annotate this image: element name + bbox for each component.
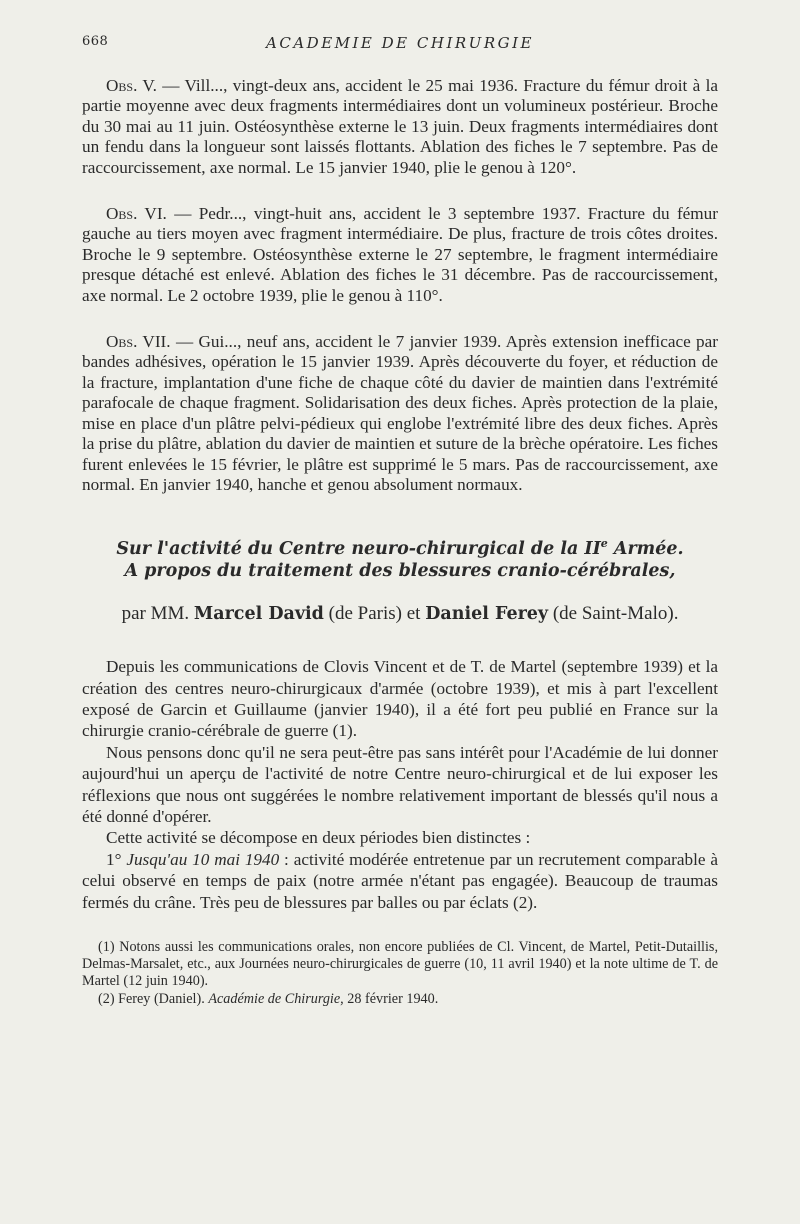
page-number: 668 [82, 34, 109, 49]
author-name-1: Marcel David [193, 604, 324, 625]
footnote-2-author: (2) Ferey (Daniel). [98, 990, 209, 1007]
observation-5 [82, 76, 718, 178]
observation-text: — Gui..., neuf ans, accident le 7 janvier 1939. Après extension inefficace par bandes adhésives, opération le 15 janvier 1939. Après découverte du foyer, et réduction de la fracture, implantation d'une fiche de chaque côté du davier de maintien dans l'extrémité parafocale de chaque fragment. Solidarisation des deux fiches. Après protection de la plaie, mise en place d'un plâtre pelvi-pédieux qui englobe l'extrémité libre des deux fiches. Après la prise du plâtre, ablation du davier de maintien et suture de la brèche opératoire. Les fiches furent enlevées le 15 février, le plâtre est supprimé le 5 mars. Pas de raccourcissement, axe normal. En janvier 1940, hanche et genou absolument normaux. [82, 332, 719, 494]
byline [82, 602, 718, 626]
footnote-2-date: , 28 février 1940. [340, 990, 439, 1007]
author-place-2: (de Saint-Malo). [548, 603, 679, 625]
observation-text: — Pedr..., vingt-huit ans, accident le 3 septembre 1937. Fracture du fémur gauche au tiers moyen avec fragment intermédiaire. De plus, fracture de trois côtes droites. Broche le 9 septembre. Ostéosynthèse externe le 27 septembre, le fragment intermédiaire presque détaché est enlevé. Ablation des fiches le 31 décembre. Pas de raccourcissement, axe normal. Le 2 octobre 1939, plie le genou à 110°. [82, 204, 718, 305]
observation-label: Obs. VII. [106, 332, 171, 352]
body-paragraph-3: Cette activité se décompose en deux périodes bien distinctes : [106, 828, 531, 848]
footnotes [82, 939, 718, 1008]
author-place-1: (de Paris) et [323, 603, 426, 625]
observation-label: Obs. VI. [106, 204, 167, 224]
article-title [82, 533, 718, 582]
author-name-2: Daniel Ferey [425, 604, 549, 625]
title-text: Sur l'activité du Centre neuro-chirurgical de la II [116, 539, 601, 560]
title-superscript: e [600, 537, 608, 551]
body-paragraph-1: Depuis les communications de Clovis Vincent et de T. de Martel (septembre 1939) et la création des centres neuro-chirurgicaux d'armée (octobre 1939), et mis à part l'excellent exposé de Garcin et Guillaume (janvier 1940), il a été fort peu publié en France sur la chirurgie cranio-cérébrale de guerre (1). [82, 657, 718, 741]
body-paragraph-4 [82, 849, 718, 913]
article-title-line-2: A propos du traitement des blessures cranio-cérébrales, [124, 561, 676, 582]
footnote-2 [82, 991, 718, 1008]
running-head [82, 30, 718, 54]
observation-text: — Vill..., vingt-deux ans, accident le 25 mai 1936. Fracture du fémur droit à la partie moyenne avec deux fragments intermédiaires dont un volumineux postérieur. Broche du 30 mai au 11 juin. Ostéosynthèse externe le 13 juin. Deux fragments intermédiaires dont un fendu dans la longueur sont laissés flottants. Ablation des fiches le 7 septembre. Pas de raccourcissement, axe normal. Le 15 janvier 1940, plie le genou à 120°. [82, 76, 718, 177]
title-text-end: Armée. [607, 539, 684, 560]
footnote-1: (1) Notons aussi les communications orales, non encore publiées de Cl. Vincent, de Martel, Petit-Dutaillis, Delmas-Marsalet, etc., aux Journées neuro-chirurgicales de guerre (10, 11 avril 1940) et la note ultime de T. de Martel (12 juin 1940). [82, 939, 718, 990]
body-paragraph-2: Nous pensons donc qu'il ne sera peut-être pas sans intérêt pour l'Académie de lui donner aujourd'hui un aperçu de l'activité de notre Centre neuro-chirurgical et de lui exposer les réflexions que nous ont suggérées le nombre relativement important de blessés qu'il nous a été donné d'opérer. [82, 742, 718, 826]
observation-label: Obs. V. [106, 76, 157, 95]
period-number: 1° [106, 849, 127, 869]
period-text: : activité modérée entretenue par un recrutement comparable à celui observé en temps de paix (notre armée n'étant pas engagée). Beaucoup de traumas fermés du crâne. Très peu de blessures par balles ou par éclats (2). [82, 849, 718, 912]
observation-7 [82, 332, 718, 495]
footnote-2-journal: Académie de Chirurgie [208, 990, 341, 1007]
byline-prefix: par MM. [121, 603, 194, 625]
journal-title: ACADEMIE DE CHIRURGIE [266, 34, 534, 52]
article-title-line-1 [82, 533, 718, 560]
observation-6 [82, 204, 718, 306]
period-label: Jusqu'au 10 mai 1940 [126, 849, 280, 869]
